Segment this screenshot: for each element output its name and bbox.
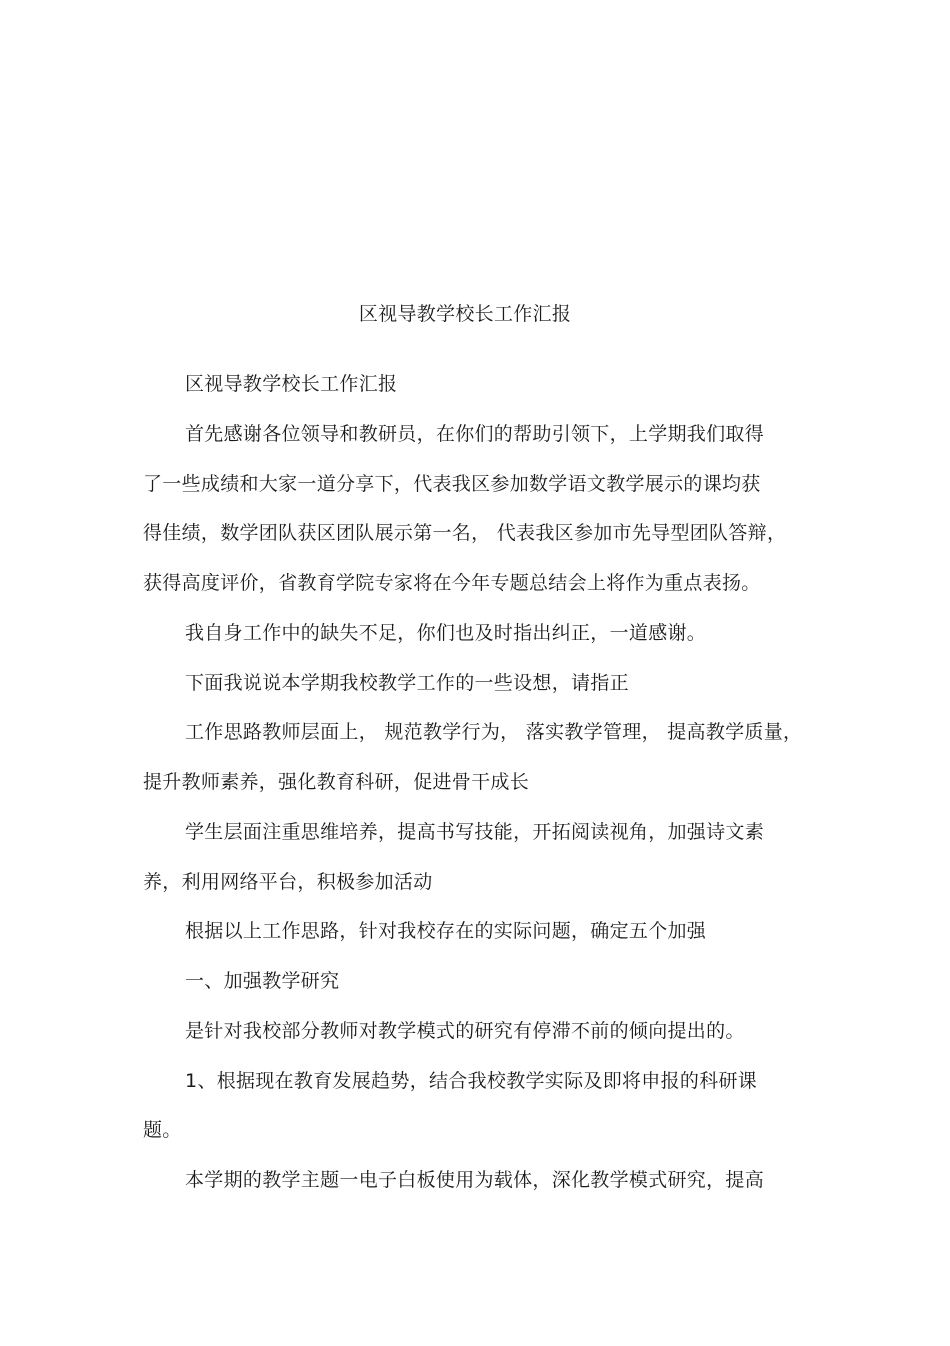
paragraph-line: 根据以上工作思路，针对我校存在的实际问题，确定五个加强 (185, 920, 707, 942)
paragraph-line: 了一些成绩和大家一道分享下，代表我区参加数学语文教学展示的课均获 (143, 473, 761, 495)
paragraph-line: 1、根据现在教育发展趋势，结合我校教学实际及即将申报的科研课 (185, 1070, 758, 1092)
paragraph-line: 我自身工作中的缺失不足，你们也及时指出纠正，一道感谢。 (185, 622, 707, 644)
paragraph-line: 学生层面注重思维培养，提高书写技能，开拓阅读视角，加强诗文素 (185, 821, 765, 843)
paragraph-line: 养，利用网络平台，积极参加活动 (143, 871, 433, 893)
paragraph-line: 工作思路教师层面上， 规范教学行为， 落实教学管理， 提高教学质量， (185, 721, 803, 743)
paragraph-line: 本学期的教学主题一电子白板使用为载体，深化教学模式研究，提高 (185, 1169, 765, 1191)
paragraph-line: 提升教师素养，强化教育科研，促进骨干成长 (143, 771, 530, 793)
section-heading: 一、加强教学研究 (185, 970, 340, 992)
paragraph-line: 首先感谢各位领导和教研员，在你们的帮助引领下，上学期我们取得 (185, 423, 765, 445)
paragraph-line: 区视导教学校长工作汇报 (185, 373, 398, 395)
paragraph-line: 得佳绩，数学团队获区团队展示第一名， 代表我区参加市先导型团队答辩， (143, 522, 787, 544)
paragraph-line: 下面我说说本学期我校教学工作的一些设想，请指正 (185, 672, 629, 694)
paragraph-line: 获得高度评价，省教育学院专家将在今年专题总结会上将作为重点表扬。 (143, 572, 761, 594)
paragraph-line: 是针对我校部分教师对教学模式的研究有停滞不前的倾向提出的。 (185, 1020, 745, 1042)
document-title: 区视导教学校长工作汇报 (358, 303, 572, 325)
paragraph-line: 题。 (143, 1119, 182, 1141)
